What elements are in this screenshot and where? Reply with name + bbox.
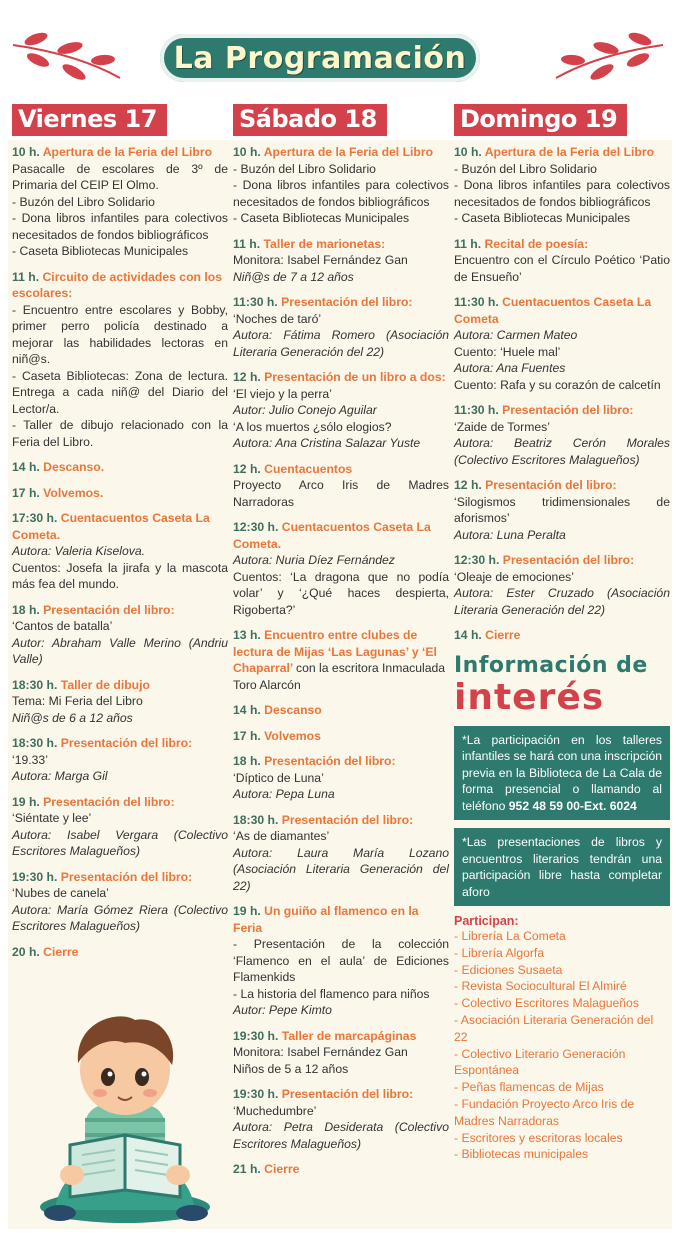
- event-detail-line: - Buzón del Libro Solidario: [12, 194, 155, 209]
- info-title-line2: interés: [454, 676, 605, 718]
- event-title: Presentación del libro:: [60, 869, 193, 884]
- event-detail-line: Autora: Ester Cruzado (Asociación Literaria Generación del 22): [454, 586, 670, 617]
- event-time: 12 h.: [454, 478, 482, 492]
- event-heading: [12, 269, 228, 302]
- event-detail-line: ‘A los muertos ¿sólo elogios?: [233, 419, 392, 434]
- page-title: La Programación: [173, 40, 467, 76]
- participant-item: - Peñas flamencas de Mijas: [454, 1080, 604, 1095]
- event-block: [12, 794, 228, 860]
- event-detail-line: Monitora: Isabel Fernández Gan: [233, 1045, 408, 1059]
- event-time: 19:30 h.: [233, 1028, 279, 1043]
- event-title: Presentación del libro:: [281, 812, 414, 827]
- event-block: [233, 702, 449, 719]
- event-list: [233, 144, 449, 1178]
- event-time: 21 h.: [233, 1162, 261, 1176]
- event-block: [233, 144, 449, 227]
- event-block: [454, 627, 670, 644]
- event-title: Cierre: [43, 944, 79, 959]
- event-time: 14 h.: [12, 460, 40, 474]
- day-column-saturday: [233, 104, 449, 1187]
- event-block: [454, 144, 670, 227]
- event-title: Encuentro entre clubes de lectura de Mijas ‘Las Lagunas’ y ‘El Chaparral’: [233, 628, 437, 675]
- event-detail-line: - Dona libros infantiles para colectivos necesitados de fondos bibliográficos: [454, 178, 670, 209]
- event-block: [12, 144, 228, 260]
- event-block: [233, 461, 449, 511]
- event-detail-line: Autora: María Gómez Riera (Colectivo Escritores Malagueños): [12, 902, 228, 933]
- event-detail-line: ‘As de diamantes’: [233, 829, 330, 843]
- event-block: [12, 510, 228, 593]
- event-block: [12, 677, 228, 727]
- event-detail-line: ‘Muchedumbre’: [233, 1103, 317, 1118]
- event-title: Presentación del libro:: [60, 736, 193, 750]
- event-block: [233, 1161, 449, 1178]
- event-time: 17:30 h.: [12, 511, 58, 525]
- event-detail-line: ‘Siéntate y lee’: [12, 811, 92, 825]
- event-block: [454, 236, 670, 286]
- event-detail-line: Autora: Nuria Díez Fernández: [233, 553, 395, 567]
- event-detail-line: Autor: Pepe Kimto: [233, 1003, 332, 1017]
- event-block: [233, 1086, 449, 1152]
- event-time: 11 h.: [454, 236, 482, 251]
- event-detail-line: Cuento: Rafa y su corazón de calcetín: [454, 377, 661, 392]
- event-heading: [233, 1086, 449, 1103]
- event-time: 10 h.: [233, 145, 261, 159]
- event-detail-line: ‘19.33’: [12, 752, 48, 767]
- event-detail-line: - Buzón del Libro Solidario: [233, 161, 376, 176]
- event-detail-line: Autora: Luna Peralta: [454, 527, 566, 542]
- event-detail-line: - Caseta Bibliotecas Municipales: [233, 211, 410, 225]
- event-heading: [12, 602, 228, 619]
- event-title: Presentación del libro:: [502, 403, 634, 417]
- event-heading: [233, 294, 449, 311]
- event-time: 18:30 h.: [12, 677, 58, 692]
- event-block: [454, 477, 670, 543]
- event-heading: [233, 627, 449, 693]
- day-heading: Domingo 19: [454, 104, 627, 136]
- event-heading: [454, 144, 670, 161]
- event-detail-line: Autora: Isabel Vergara (Colectivo Escritores Malagueños): [12, 827, 228, 858]
- participant-item: - Revista Sociocultural El Almiré: [454, 979, 627, 994]
- event-detail-line: ‘Díptico de Luna’: [233, 770, 324, 785]
- participant-item: - Colectivo Literario Generación Espontánea: [454, 1046, 626, 1078]
- event-detail-line: Cuento: ‘Huele mal’: [454, 344, 561, 359]
- participant-item: - Fundación Proyecto Arco Iris de Madres Narradoras: [454, 1096, 635, 1128]
- event-detail-line: Niñ@s de 7 a 12 años: [233, 269, 354, 284]
- event-heading: [454, 477, 670, 494]
- event-block: [12, 602, 228, 668]
- event-time: 11 h.: [12, 269, 40, 284]
- event-heading: [454, 236, 670, 253]
- event-detail-line: Cuentos: ‘La dragona que no podía volar’ y ‘¿Qué haces despierta, Rigoberta?’: [233, 569, 449, 617]
- event-heading: [12, 735, 228, 752]
- page-title-banner: [160, 34, 480, 82]
- note-text: *Las presentaciones de libros y encuentros literarios tendrán una participación libre hasta completar aforo: [462, 835, 662, 899]
- event-time: 18 h.: [233, 754, 261, 768]
- event-title: Presentación del libro:: [281, 1087, 414, 1101]
- event-time: 17 h.: [233, 728, 261, 743]
- child-reading-illustration: [30, 985, 220, 1225]
- event-block: [233, 753, 449, 803]
- event-time: 18 h.: [12, 602, 40, 617]
- event-title: Cuentacuentos: [264, 461, 353, 476]
- event-detail-line: Proyecto Arco Iris de Madres Narradoras: [233, 478, 449, 509]
- event-block: [233, 369, 449, 452]
- participant-item: - Librería Algorfa: [454, 945, 545, 960]
- event-detail-line: ‘Zaide de Tormes’: [454, 419, 550, 434]
- info-section-title: [454, 653, 670, 718]
- event-detail-line: Autor: Julio Conejo Aguilar: [233, 403, 377, 417]
- event-detail-line: - Buzón del Libro Solidario: [454, 161, 597, 176]
- event-time: 12:30 h.: [454, 553, 500, 567]
- event-detail-line: ‘El viejo y la perra’: [233, 386, 332, 401]
- event-detail-line: - Dona libros infantiles para colectivos necesitados de fondos bibliográficos: [12, 211, 228, 242]
- event-title: Cierre: [264, 1162, 300, 1176]
- event-list: [454, 144, 670, 644]
- event-heading: [454, 402, 670, 419]
- event-title: Recital de poesía:: [484, 236, 589, 251]
- event-title: Presentación del libro:: [43, 602, 175, 617]
- event-detail-line: ‘Nubes de canela’: [12, 886, 109, 900]
- event-block: [12, 735, 228, 785]
- event-time: 12 h.: [233, 461, 261, 476]
- note-text: *La participación en los talleres infantiles se hará con una inscripción previa en la Biblioteca de La Cala de forma presencial o llamando al teléfono: [462, 732, 662, 813]
- event-heading: [233, 753, 449, 770]
- event-detail-line: Pasacalle de escolares de 3º de Primaria del CEIP El Olmo.: [12, 161, 228, 192]
- event-heading: [12, 510, 228, 543]
- event-time: 19 h.: [233, 904, 261, 918]
- event-block: [233, 903, 449, 1019]
- event-detail-line: - Presentación de la colección ‘Flamenco en el aula’ de Ediciones Flamenkids: [233, 937, 449, 984]
- event-heading: [12, 794, 228, 811]
- participant-item: - Colectivo Escritores Malagueños: [454, 996, 639, 1011]
- event-time: 10 h.: [12, 145, 40, 159]
- event-heading: [233, 812, 449, 829]
- leaf-branch-left-icon: [8, 30, 128, 90]
- event-detail-line: Autora: Ana Cristina Salazar Yuste: [233, 436, 421, 450]
- info-title-line1: Información de: [454, 652, 648, 678]
- event-detail-line: Autora: Carmen Mateo: [454, 328, 578, 342]
- event-title: Presentación del libro:: [281, 295, 413, 309]
- event-title: Cuentacuentos Caseta La Cometa.: [233, 520, 431, 551]
- event-heading: [233, 1028, 449, 1045]
- event-heading: [12, 677, 228, 694]
- event-detail-line: Tema: Mi Feria del Libro: [12, 694, 143, 708]
- event-detail-line: Autora: Marga Gil: [12, 769, 108, 783]
- event-block: [12, 944, 228, 961]
- event-title: Apertura de la Feria del Libro: [484, 145, 655, 159]
- event-detail-line: - Taller de dibujo relacionado con la Feria del Libro.: [12, 418, 228, 449]
- event-time: 18:30 h.: [233, 812, 279, 827]
- event-title: Descanso.: [43, 460, 105, 474]
- event-block: [454, 552, 670, 618]
- event-block: [233, 236, 449, 286]
- event-heading: [12, 144, 228, 161]
- event-title: Presentación del libro:: [502, 553, 635, 567]
- event-time: 17 h.: [12, 485, 40, 500]
- event-time: 12 h.: [233, 370, 261, 384]
- event-heading: [454, 627, 670, 644]
- event-block: [233, 812, 449, 895]
- event-block: [233, 1028, 449, 1078]
- event-title: Apertura de la Feria del Libro: [263, 145, 434, 159]
- event-title: Volvemos.: [43, 485, 104, 500]
- participant-item: - Ediciones Susaeta: [454, 962, 563, 977]
- event-title: Circuito de actividades con los escolares:: [12, 269, 222, 300]
- event-title: Un guiño al flamenco en la Feria: [233, 904, 419, 935]
- event-heading: [233, 728, 449, 745]
- event-detail-line: Encuentro con el Círculo Poético ‘Patio de Ensueño’: [454, 253, 670, 284]
- event-heading: [233, 1161, 449, 1178]
- event-time: 18:30 h.: [12, 736, 58, 750]
- event-block: [454, 402, 670, 468]
- day-column-friday: [12, 104, 228, 969]
- event-detail-line: - Caseta Bibliotecas Municipales: [12, 244, 189, 258]
- event-title: Presentación del libro:: [264, 754, 396, 768]
- event-time: 11:30 h.: [233, 295, 278, 309]
- event-block: [12, 459, 228, 476]
- participants-title: Participan:: [454, 914, 519, 928]
- event-heading: [12, 485, 228, 502]
- leaf-branch-right-icon: [548, 30, 668, 90]
- event-block: [233, 627, 449, 693]
- event-time: 11:30 h.: [454, 403, 499, 417]
- event-time: 19:30 h.: [233, 1087, 279, 1101]
- event-detail-line: Niños de 5 a 12 años: [233, 1061, 349, 1076]
- participants-list: [454, 928, 670, 1163]
- event-detail-line: Autor: Abraham Valle Merino (Andriu Valle): [12, 635, 228, 666]
- event-time: 10 h.: [454, 145, 482, 159]
- event-detail-line: - Caseta Bibliotecas Municipales: [454, 211, 631, 225]
- event-time: 11 h.: [233, 236, 261, 251]
- event-block: [233, 728, 449, 745]
- event-detail-line: - La historia del flamenco para niños: [233, 986, 430, 1001]
- event-time: 19:30 h.: [12, 869, 58, 884]
- event-title: Presentación del libro:: [485, 478, 617, 492]
- header: [0, 0, 676, 96]
- event-detail-line: Autora: Ana Fuentes: [454, 361, 566, 375]
- event-detail-line: Autora: Laura María Lozano (Asociación Literaria Generación del 22): [233, 845, 449, 893]
- event-block: [233, 519, 449, 618]
- event-title: Taller de dibujo: [60, 677, 150, 692]
- event-detail-line: Autora: Petra Desiderata (Colectivo Escritores Malagueños): [233, 1120, 449, 1151]
- event-time: 11:30 h.: [454, 295, 499, 309]
- event-detail-line: - Caseta Bibliotecas: Zona de lectura. Entrega a cada niñ@ del Diario del Lector/a.: [12, 368, 228, 416]
- event-block: [12, 485, 228, 502]
- event-detail-line: - Dona libros infantiles para colectivos necesitados de fondos bibliográficos: [233, 178, 449, 209]
- event-title: Cuentacuentos Caseta La Cometa: [454, 295, 652, 326]
- event-heading: [233, 236, 449, 253]
- event-heading: [233, 702, 449, 719]
- event-title: Taller de marcapáginas: [281, 1028, 417, 1043]
- day-heading: Sábado 18: [233, 104, 387, 136]
- participant-item: - Escritores y escritoras locales: [454, 1130, 623, 1145]
- event-heading: [233, 144, 449, 161]
- event-title: Volvemos: [264, 728, 321, 743]
- participant-item: - Asociación Literaria Generación del 22: [454, 1012, 654, 1044]
- participant-item: - Librería La Cometa: [454, 929, 566, 943]
- event-detail-line: ‘Oleaje de emociones’: [454, 569, 574, 584]
- day-heading: Viernes 17: [12, 104, 167, 136]
- event-time: 13 h.: [233, 628, 261, 642]
- event-title: Apertura de la Feria del Libro: [42, 145, 213, 159]
- event-detail-line: ‘Noches de taró’: [233, 311, 322, 326]
- participant-item: - Bibliotecas municipales: [454, 1147, 589, 1162]
- event-block: [233, 294, 449, 360]
- event-heading: [233, 519, 449, 552]
- event-title: Cierre: [485, 628, 521, 642]
- event-detail-line: Autora: Pepa Luna: [233, 787, 335, 801]
- event-time: 20 h.: [12, 944, 40, 959]
- event-title: Presentación del libro:: [43, 794, 175, 809]
- event-title: Presentación de un libro a dos:: [264, 370, 446, 384]
- event-detail-line: ‘Silogismos tridimensionales de aforismos’: [454, 494, 670, 525]
- event-time: 14 h.: [454, 628, 482, 642]
- event-block: [12, 269, 228, 451]
- event-detail-line: ‘Cantos de batalla’: [12, 619, 113, 633]
- phone-number: 952 48 59 00-Ext. 6024: [508, 798, 637, 813]
- event-detail-line: Niñ@s de 6 a 12 años: [12, 710, 133, 725]
- event-detail-line: Autora: Fátima Romero (Asociación Literaria Generación del 22): [233, 328, 449, 359]
- event-detail-line: - Encuentro entre escolares y Bobby, primer perro policía destinado a mejorar las habilidades lectoras en niñ@s.: [12, 302, 228, 366]
- day-column-sunday: [454, 104, 670, 1163]
- event-title: Cuentacuentos Caseta La Cometa.: [12, 511, 210, 542]
- event-heading: [12, 459, 228, 476]
- event-block: [12, 869, 228, 935]
- event-time: 14 h.: [233, 703, 261, 717]
- info-note-free-entry: [454, 828, 670, 906]
- event-title: Taller de marionetas:: [263, 236, 386, 251]
- event-heading: [454, 294, 670, 327]
- event-heading: [454, 552, 670, 569]
- event-heading: [12, 869, 228, 886]
- info-note-registration: [454, 726, 670, 821]
- event-detail-line: Cuentos: Josefa la jirafa y la mascota más fea del mundo.: [12, 560, 228, 591]
- event-heading: [233, 461, 449, 478]
- event-time: 19 h.: [12, 794, 40, 809]
- event-heading: [233, 369, 449, 386]
- event-time: 12:30 h.: [233, 520, 279, 534]
- event-title: Descanso: [264, 703, 322, 717]
- event-title-tail: con la escritora Inmaculada Toro Alarcón: [233, 661, 446, 692]
- event-detail-line: Monitora: Isabel Fernández Gan: [233, 253, 408, 267]
- event-block: [454, 294, 670, 393]
- event-list: [12, 144, 228, 960]
- event-heading: [12, 944, 228, 961]
- event-detail-line: Autora: Valeria Kiselova.: [12, 544, 146, 558]
- event-detail-line: Autora: Beatriz Cerón Morales (Colectivo Escritores Malagueños): [454, 436, 670, 467]
- event-heading: [233, 903, 449, 936]
